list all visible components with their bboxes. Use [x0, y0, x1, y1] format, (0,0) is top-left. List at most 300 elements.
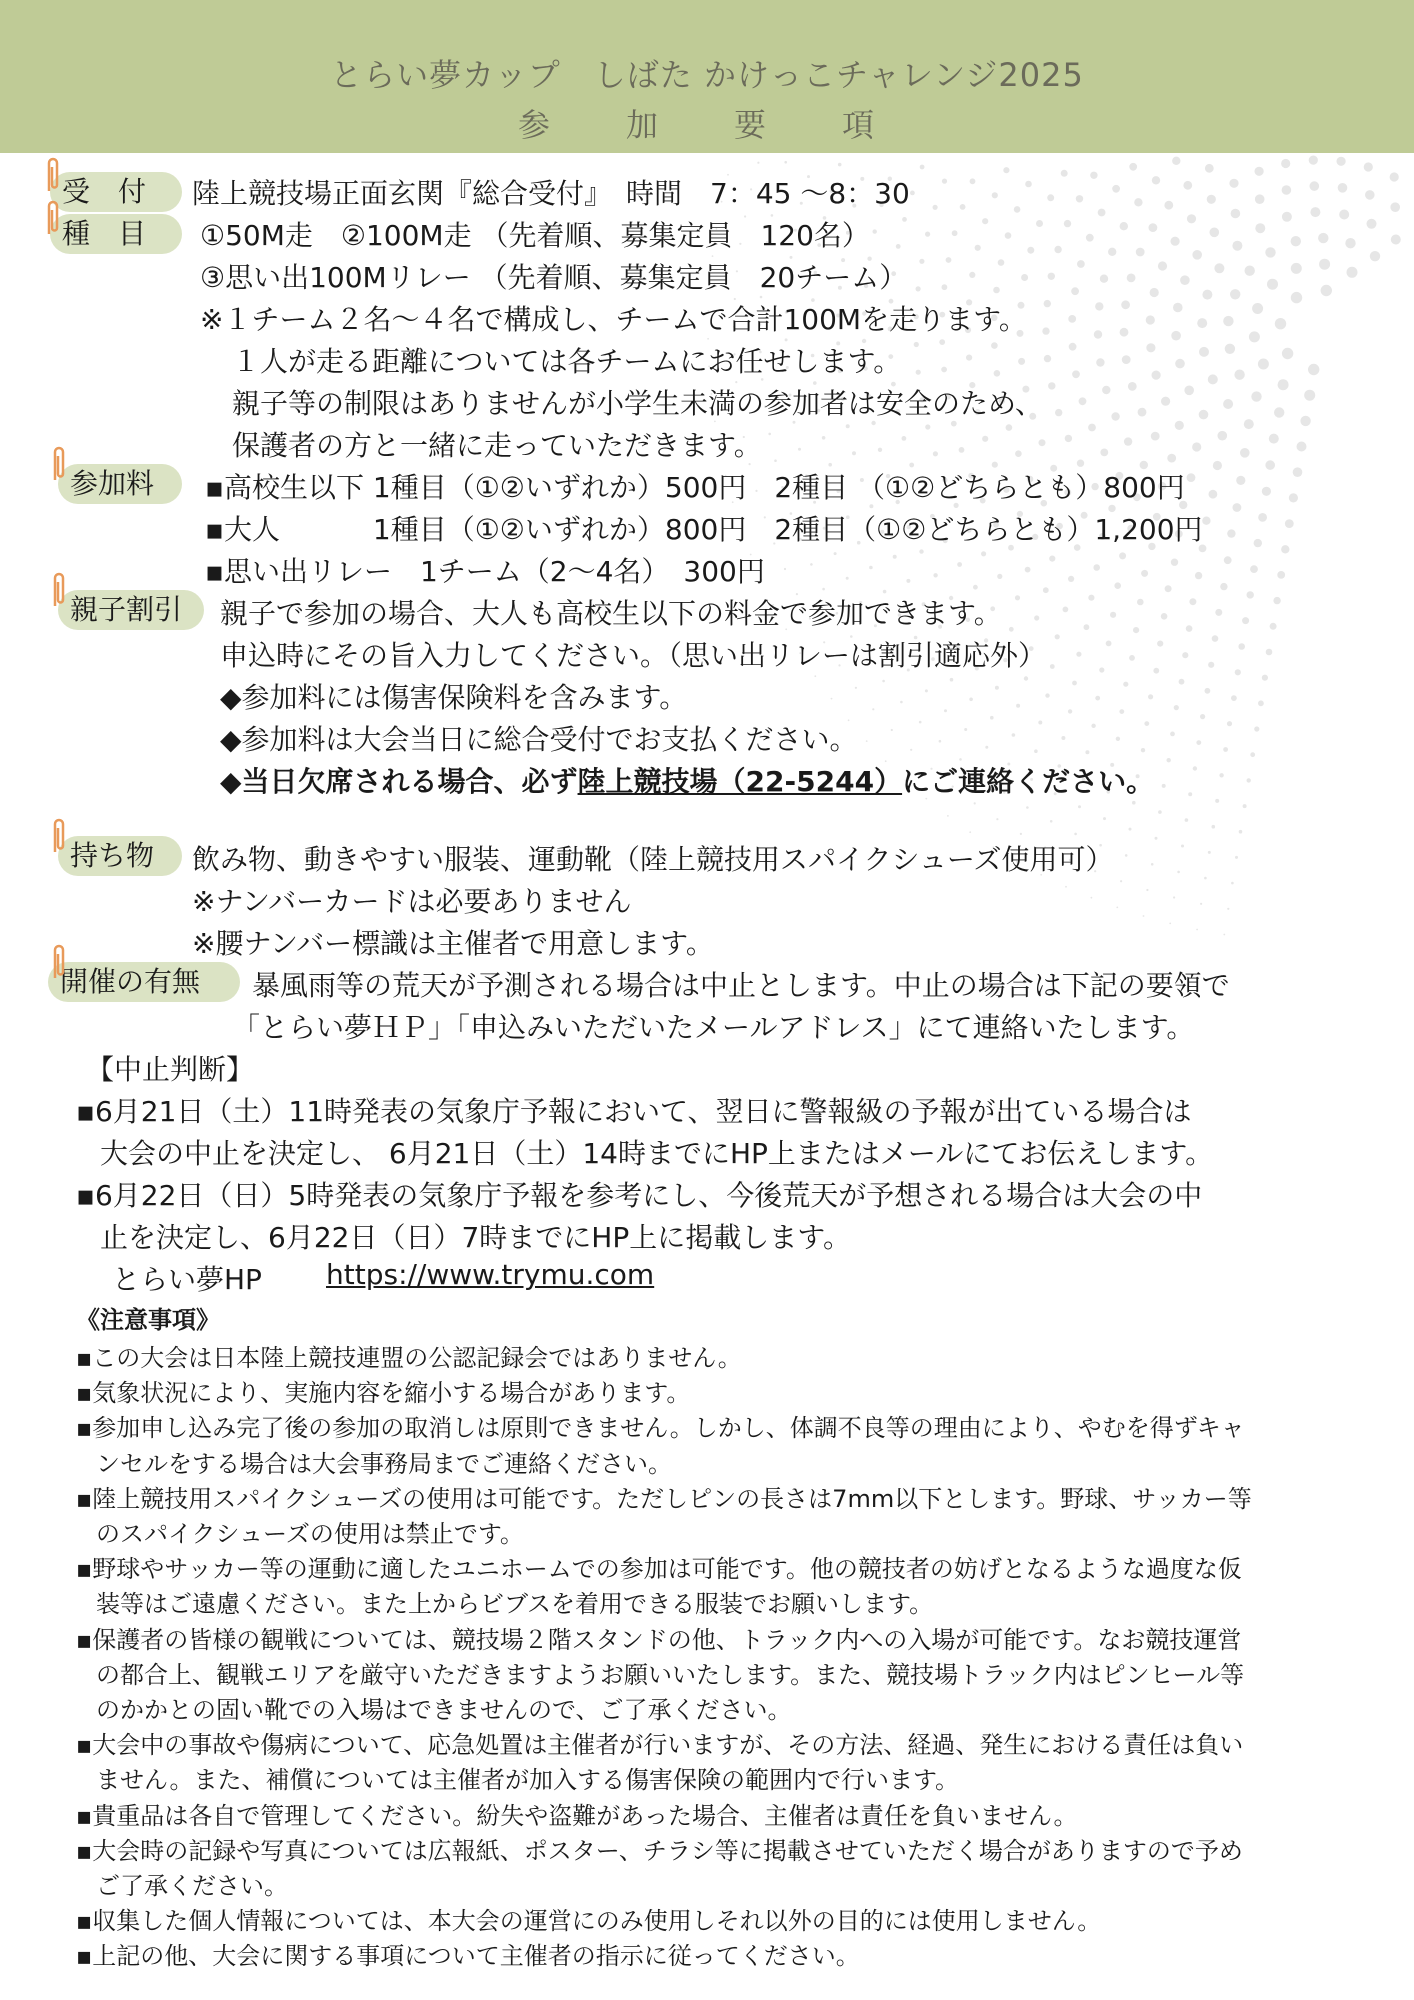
items-line-2: ※ナンバーカードは必要ありません	[192, 885, 632, 918]
decoration-dot	[1235, 669, 1241, 675]
decoration-dot	[1138, 408, 1147, 417]
decoration-dot	[1215, 609, 1222, 616]
decoration-dot	[1251, 391, 1261, 401]
decoration-dot	[1020, 833, 1022, 835]
cancel-line-1: ▪6月21日（土）11時発表の気象庁予報において、翌日に警報級の予報が出ている場合は	[76, 1095, 1192, 1128]
note-line: ▪上記の他、大会に関する事項について主催者の指示に従ってください。	[76, 1942, 860, 1971]
decoration-dot	[1220, 583, 1227, 590]
decoration-dot	[910, 191, 915, 196]
note-line: ▪保護者の皆様の観戦については、競技場２階スタンドの他、トラック内への入場が可能です。なお競技運営	[76, 1625, 1242, 1654]
decoration-dot	[969, 831, 971, 833]
label-family-discount: 親子割引	[58, 590, 204, 630]
decoration-dot	[1282, 212, 1292, 222]
decoration-dot	[784, 568, 786, 570]
decoration-dot	[1169, 923, 1171, 925]
fee-line-2: ▪大人 1種目（①②いずれか）800円 2種目（①②どちらとも）1,200円	[205, 513, 1203, 546]
decoration-dot	[1208, 662, 1214, 668]
decoration-dot	[1095, 696, 1100, 701]
decoration-dot	[1171, 559, 1178, 566]
note-line: ▪貴重品は各自で管理してください。紛失や盗難があった場合、主催者は責任を負いません。	[76, 1801, 1078, 1830]
decoration-dot	[975, 245, 981, 251]
decoration-dot	[1149, 223, 1158, 232]
decoration-dot	[1223, 316, 1233, 326]
decoration-dot	[1174, 705, 1179, 710]
decoration-dot	[1042, 327, 1049, 334]
decoration-dot	[893, 555, 897, 559]
decoration-dot	[1099, 667, 1104, 672]
note-line: のかかとの固い靴での入場はできませんので、ご了承ください。	[96, 1696, 792, 1724]
decoration-dot	[1158, 810, 1162, 814]
decoration-dot	[1171, 331, 1181, 341]
decoration-dot	[1108, 248, 1116, 256]
decoration-dot	[939, 740, 942, 743]
decoration-dot	[941, 367, 947, 373]
decoration-dot	[1185, 818, 1189, 822]
decoration-dot	[1179, 679, 1185, 685]
decoration-dot	[1180, 275, 1190, 285]
decoration-dot	[1088, 595, 1094, 601]
decoration-dot	[1141, 748, 1145, 752]
decoration-dot	[1183, 181, 1192, 190]
decoration-dot	[919, 259, 924, 264]
decoration-dot	[1112, 185, 1120, 193]
decoration-dot	[1189, 598, 1196, 605]
decoration-dot	[1076, 195, 1083, 202]
decoration-dot	[1197, 318, 1207, 328]
decoration-dot	[1319, 259, 1330, 270]
note-line: ンセルをする場合は大会事務局までご連絡ください。	[96, 1449, 672, 1478]
page-subtitle: 参 加 要 項	[517, 106, 896, 144]
decoration-dot	[1238, 643, 1245, 650]
decoration-dot	[1153, 668, 1159, 674]
events-line-6: 保護者の方と一緒に走っていただきます。	[232, 429, 762, 462]
decoration-dot	[1258, 513, 1267, 522]
cancel-line-2: 大会の中止を決定し、 6月21日（土）14時までにHP上またはメールにてお伝えします。	[100, 1137, 1214, 1170]
decoration-dot	[891, 729, 893, 731]
label-held: 開催の有無	[48, 962, 240, 1002]
cancel-line-3: ▪6月22日（日）5時発表の気象庁予報を参考にし、今後荒天が予想される場合は大会の中	[76, 1179, 1203, 1212]
decoration-dot	[1050, 664, 1055, 669]
decoration-dot	[1254, 539, 1262, 547]
decoration-dot	[946, 257, 952, 263]
decoration-dot	[1068, 709, 1072, 713]
items-line-3: ※腰ナンバー標識は主催者で用意します。	[192, 927, 714, 960]
decoration-dot	[1167, 758, 1171, 762]
notes-heading: 《注意事項》	[76, 1306, 220, 1334]
decoration-dot	[969, 698, 973, 702]
decoration-dot	[942, 179, 947, 184]
decoration-dot	[869, 566, 873, 570]
events-line-4: １人が走る距離については各チームにお任せします。	[232, 345, 902, 378]
decoration-dot	[1012, 733, 1016, 737]
decoration-dot	[1152, 176, 1160, 184]
decoration-dot	[925, 689, 928, 692]
decoration-dot	[1018, 358, 1025, 365]
paperclip-icon	[44, 155, 60, 195]
decoration-dot	[814, 675, 816, 677]
decoration-dot	[798, 448, 801, 451]
decoration-dot	[925, 424, 930, 429]
decoration-dot	[1212, 825, 1216, 829]
decoration-dot	[1146, 889, 1148, 891]
decoration-dot	[1050, 820, 1053, 823]
decoration-dot	[1275, 318, 1286, 329]
decoration-dot	[831, 698, 833, 700]
label-items: 持ち物	[58, 836, 182, 876]
decoration-dot	[1339, 210, 1349, 220]
decoration-dot	[1240, 448, 1250, 458]
decoration-dot	[1125, 854, 1128, 857]
decoration-dot	[1182, 652, 1188, 658]
absence-suffix: にご連絡ください。	[902, 765, 1155, 798]
decoration-dot	[1063, 607, 1069, 613]
decoration-dot	[1134, 198, 1142, 206]
note-line: ▪収集した個人情報については、本大会の運営にのみ使用しそれ以外の目的には使用しません。	[76, 1907, 1102, 1936]
label-events: 種 目	[50, 214, 182, 254]
decoration-dot	[1005, 232, 1012, 239]
decoration-dot	[992, 192, 998, 198]
decoration-dot	[1069, 343, 1077, 351]
paperclip-icon	[44, 198, 60, 238]
decoration-dot	[1390, 172, 1399, 181]
decoration-dot	[1219, 773, 1223, 777]
decoration-dot	[1309, 156, 1318, 165]
decoration-dot	[1044, 300, 1051, 307]
decoration-dot	[1291, 292, 1302, 303]
decoration-dot	[1123, 682, 1128, 687]
decoration-dot	[1255, 167, 1264, 176]
decoration-dot	[1121, 300, 1130, 309]
decoration-dot	[1129, 163, 1137, 171]
items-line-1: 飲み物、動きやすい服装、運動靴（陸上競技用スパイクシューズ使用可）	[192, 843, 1114, 876]
decoration-dot	[1064, 220, 1071, 227]
decoration-dot	[1177, 871, 1180, 874]
decoration-dot	[1282, 185, 1292, 195]
decoration-dot	[933, 205, 938, 210]
decoration-dot	[784, 161, 787, 164]
decoration-dot	[1212, 635, 1219, 642]
decoration-dot	[991, 342, 998, 349]
decoration-dot	[1151, 432, 1160, 441]
decoration-dot	[1269, 434, 1279, 444]
decoration-dot	[1202, 517, 1210, 525]
decoration-dot	[920, 165, 925, 170]
decoration-dot	[1091, 897, 1093, 899]
decoration-dot	[1345, 238, 1355, 248]
decoration-dot	[1003, 167, 1009, 173]
decoration-dot	[1278, 379, 1289, 390]
note-line: ▪この大会は日本陸上競技連盟の公認記録会ではありません。	[76, 1344, 742, 1372]
decoration-dot	[1162, 784, 1166, 788]
decoration-dot	[1132, 801, 1136, 805]
decoration-dot	[1281, 545, 1289, 553]
decoration-dot	[1119, 552, 1126, 559]
decoration-dot	[1254, 726, 1259, 731]
decoration-dot	[1347, 267, 1358, 278]
decoration-dot	[1258, 359, 1269, 370]
decoration-dot	[900, 701, 903, 704]
decoration-dot	[1196, 740, 1201, 745]
decoration-dot	[1250, 565, 1258, 573]
decoration-dot	[933, 451, 938, 456]
decoration-dot	[1291, 236, 1301, 246]
decoration-dot	[1172, 157, 1180, 165]
decoration-dot	[1318, 233, 1328, 243]
decoration-dot	[1144, 721, 1149, 726]
decoration-dot	[981, 551, 986, 556]
note-line: ▪大会時の記録や写真については広報紙、ポスター、チラシ等に掲載させていただく場合がありますので予め	[76, 1836, 1243, 1865]
decoration-dot	[1187, 473, 1196, 482]
decoration-dot	[1026, 806, 1029, 809]
decoration-dot	[1079, 397, 1087, 405]
decoration-dot	[1098, 209, 1106, 217]
decoration-dot	[1095, 302, 1103, 310]
decoration-dot	[1078, 805, 1081, 808]
decoration-dot	[1065, 435, 1072, 442]
events-line-3: ※１チーム２名～４名で構成し、チームで合計100Mを走ります。	[200, 303, 1027, 336]
decoration-dot	[1239, 830, 1243, 834]
decoration-dot	[1200, 714, 1205, 719]
decoration-dot	[1310, 207, 1320, 217]
decoration-dot	[1133, 627, 1139, 633]
decoration-dot	[1129, 828, 1132, 831]
decoration-dot	[1225, 344, 1235, 354]
decoration-dot	[1165, 585, 1172, 592]
decoration-dot	[902, 217, 907, 222]
decoration-dot	[925, 232, 930, 237]
decoration-dot	[1161, 397, 1170, 406]
decoration-dot	[1245, 266, 1255, 276]
decoration-dot	[1158, 261, 1167, 270]
decoration-dot	[1227, 908, 1229, 910]
decoration-dot	[1218, 431, 1228, 441]
decoration-dot	[1281, 159, 1290, 168]
decoration-dot	[878, 448, 882, 452]
paperclip-icon	[50, 942, 66, 982]
decoration-dot	[1210, 228, 1220, 238]
decoration-dot	[1175, 359, 1185, 369]
decoration-dot	[882, 680, 885, 683]
decoration-dot	[1235, 856, 1238, 859]
cancel-heading: 【中止判断】	[86, 1053, 255, 1086]
decoration-dot	[1100, 275, 1108, 283]
decoration-dot	[1120, 222, 1128, 230]
decoration-dot	[1116, 907, 1118, 909]
decoration-dot	[974, 802, 976, 804]
decoration-dot	[1270, 623, 1277, 630]
decoration-dot	[1009, 627, 1014, 632]
decoration-dot	[1157, 641, 1163, 647]
decoration-dot	[1103, 817, 1106, 820]
decoration-dot	[1167, 454, 1176, 463]
decoration-dot	[1202, 290, 1212, 300]
decoration-dot	[834, 552, 837, 555]
decoration-dot	[1034, 615, 1039, 620]
decoration-dot	[1186, 625, 1193, 632]
decoration-dot	[1285, 519, 1294, 528]
decoration-dot	[1061, 170, 1068, 177]
decoration-dot	[1364, 162, 1373, 171]
family-line-3: ◆参加料には傷害保険料を含みます。	[220, 681, 688, 714]
decoration-dot	[939, 339, 945, 345]
decoration-dot	[1188, 792, 1192, 796]
decoration-dot	[957, 562, 962, 567]
decoration-dot	[1291, 263, 1302, 274]
decoration-dot	[1391, 235, 1401, 245]
decoration-dot	[1338, 183, 1348, 193]
decoration-dot	[910, 749, 912, 751]
events-line-1: ①50M走 ②100M走 （先着順、募集定員 120名）	[200, 219, 870, 252]
decoration-dot	[852, 451, 856, 455]
decoration-dot	[1205, 688, 1211, 694]
events-line-2: ③思い出100Mリレー （先着順、募集定員 20チーム）	[200, 261, 908, 294]
decoration-dot	[916, 370, 921, 375]
decoration-dot	[1207, 195, 1216, 204]
decoration-dot	[1204, 877, 1207, 880]
decoration-dot	[1173, 303, 1183, 313]
decoration-dot	[1265, 460, 1275, 470]
page-title: とらい夢カップ しばた かけっこチャレンジ2025	[330, 56, 1084, 94]
decoration-dot	[1187, 214, 1196, 223]
decoration-dot	[1232, 241, 1242, 251]
decoration-dot	[1223, 934, 1225, 936]
decoration-dot	[1282, 348, 1293, 359]
decoration-dot	[1164, 201, 1173, 210]
decoration-dot	[1249, 331, 1260, 342]
decoration-dot	[1038, 721, 1042, 725]
decoration-dot	[1274, 407, 1284, 417]
decoration-dot	[1258, 700, 1264, 706]
decoration-dot	[872, 708, 874, 710]
decoration-dot	[774, 459, 777, 462]
decoration-dot	[1199, 410, 1209, 420]
note-line: ▪気象状況により、実施内容を縮小する場合があります。	[76, 1379, 691, 1408]
decoration-dot	[1152, 371, 1161, 380]
decoration-dot	[1231, 209, 1241, 219]
decoration-dot	[1310, 181, 1320, 191]
decoration-dot	[1173, 896, 1175, 898]
decoration-dot	[1120, 880, 1122, 882]
decoration-dot	[1255, 223, 1265, 233]
decoration-dot	[1136, 248, 1145, 257]
decoration-dot	[902, 436, 907, 441]
note-line: のスパイクシューズの使用は禁止です。	[96, 1520, 524, 1548]
decoration-dot	[947, 815, 949, 817]
label-fee: 参加料	[58, 464, 182, 504]
decoration-dot	[1208, 851, 1211, 854]
events-line-5: 親子等の制限はありませんが小学生未満の参加者は安全のため、	[232, 387, 1043, 420]
decoration-dot	[1090, 172, 1097, 179]
decoration-dot	[1027, 247, 1034, 254]
decoration-dot	[906, 579, 910, 583]
decoration-dot	[950, 678, 954, 682]
decoration-dot	[1293, 467, 1303, 477]
decoration-dot	[1129, 655, 1135, 661]
decoration-dot	[1061, 736, 1065, 740]
decoration-dot	[1273, 597, 1280, 604]
decoration-dot	[1072, 681, 1077, 686]
decoration-dot	[1150, 288, 1159, 297]
decoration-dot	[1068, 576, 1074, 582]
decoration-dot	[1047, 194, 1054, 201]
decoration-dot	[1036, 220, 1043, 227]
paperclip-icon	[50, 570, 66, 610]
decoration-dot	[1199, 347, 1209, 357]
decoration-dot	[1141, 570, 1148, 577]
decoration-dot	[1015, 450, 1022, 457]
decoration-dot	[1231, 695, 1237, 701]
decoration-dot	[1227, 529, 1235, 537]
decoration-dot	[1048, 382, 1055, 389]
decoration-dot	[1084, 624, 1090, 630]
decoration-dot	[1146, 315, 1155, 324]
decoration-dot	[996, 818, 998, 820]
decoration-dot	[1247, 778, 1251, 782]
decoration-dot	[1039, 439, 1046, 446]
decoration-dot	[1049, 556, 1055, 562]
decoration-dot	[1014, 206, 1021, 213]
decoration-dot	[1071, 287, 1079, 295]
decoration-dot	[1234, 370, 1244, 380]
decoration-dot	[982, 218, 988, 224]
decoration-dot	[1236, 476, 1245, 485]
decoration-dot	[969, 272, 975, 278]
stadium-phone: 陸上競技場（22-5244）	[577, 765, 903, 798]
decoration-dot	[855, 687, 857, 689]
decoration-dot	[1244, 419, 1254, 429]
decoration-dot	[1289, 493, 1298, 502]
decoration-dot	[822, 436, 826, 440]
decoration-dot	[1192, 442, 1201, 451]
paperclip-icon	[50, 444, 66, 484]
decoration-dot	[966, 355, 972, 361]
decoration-dot	[1088, 424, 1096, 432]
decoration-dot	[1184, 386, 1194, 396]
family-line-2: 申込時にその旨入力してください。（思い出リレーは割引適応外）	[220, 639, 1047, 672]
decoration-dot	[1200, 903, 1202, 905]
hp-label: とらい夢HP	[112, 1263, 262, 1296]
decoration-dot	[1171, 237, 1180, 246]
decoration-dot	[1045, 693, 1049, 697]
hp-link[interactable]: https://www.trymu.com	[326, 1258, 655, 1291]
decoration-dot	[1086, 234, 1094, 242]
decoration-dot	[1055, 409, 1062, 416]
decoration-dot	[838, 163, 842, 167]
decoration-dot	[964, 728, 967, 731]
decoration-dot	[1068, 315, 1076, 323]
decoration-dot	[1265, 247, 1275, 257]
decoration-dot	[1096, 358, 1104, 366]
decoration-dot	[768, 433, 771, 436]
decoration-dot	[985, 746, 988, 749]
decoration-dot	[1111, 412, 1119, 420]
decoration-dot	[914, 342, 919, 347]
decoration-dot	[1300, 416, 1310, 426]
decoration-dot	[1367, 219, 1377, 229]
decoration-dot	[1308, 364, 1319, 375]
decoration-dot	[1076, 652, 1081, 657]
decoration-dot	[1122, 355, 1131, 364]
decoration-dot	[1262, 487, 1271, 496]
decoration-dot	[1106, 641, 1112, 647]
decoration-dot	[1114, 582, 1121, 589]
decoration-dot	[1223, 399, 1233, 409]
decoration-dot	[1231, 882, 1234, 885]
decoration-dot	[1120, 328, 1129, 337]
decoration-dot	[1196, 929, 1198, 931]
decoration-dot	[866, 740, 868, 742]
note-line: ご了承ください。	[96, 1872, 288, 1900]
